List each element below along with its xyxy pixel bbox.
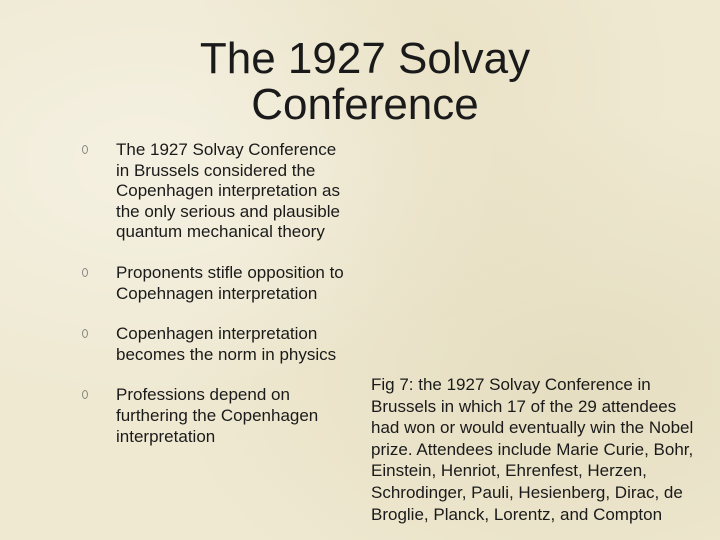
hollow-circle-icon xyxy=(82,145,88,154)
bullet-text: Copenhagen interpretation becomes the norm in physics xyxy=(116,324,337,364)
bullet-text: Professions depend on furthering the Copenhagen interpretation xyxy=(116,385,319,446)
hollow-circle-icon xyxy=(82,390,88,399)
bullet-item xyxy=(78,385,348,447)
bullet-text: The 1927 Solvay Conference in Brussels considered the Copenhagen interpretation as the only serious and plausible quantum mechanical theory xyxy=(116,140,340,242)
bullet-item xyxy=(78,263,348,304)
bullet-list xyxy=(78,140,348,467)
bullet-item xyxy=(78,140,348,243)
figure-caption: Fig 7: the 1927 Solvay Conference in Brussels in which 17 of the 29 attendees had won or would eventually win the Nobel prize. Attendees include Marie Curie, Bohr, Einstein, Henriot, Ehrenfest, Herzen, Schrodinger, Pauli, Hesienberg, Dirac, de Broglie, Planck, Lorentz, and Compton xyxy=(371,375,694,524)
slide-title: The 1927 Solvay Conference xyxy=(199,34,531,129)
bullet-item xyxy=(78,324,348,365)
hollow-circle-icon xyxy=(82,268,88,277)
hollow-circle-icon xyxy=(82,329,88,338)
bullet-text: Proponents stifle opposition to Copehnagen interpretation xyxy=(116,262,344,303)
